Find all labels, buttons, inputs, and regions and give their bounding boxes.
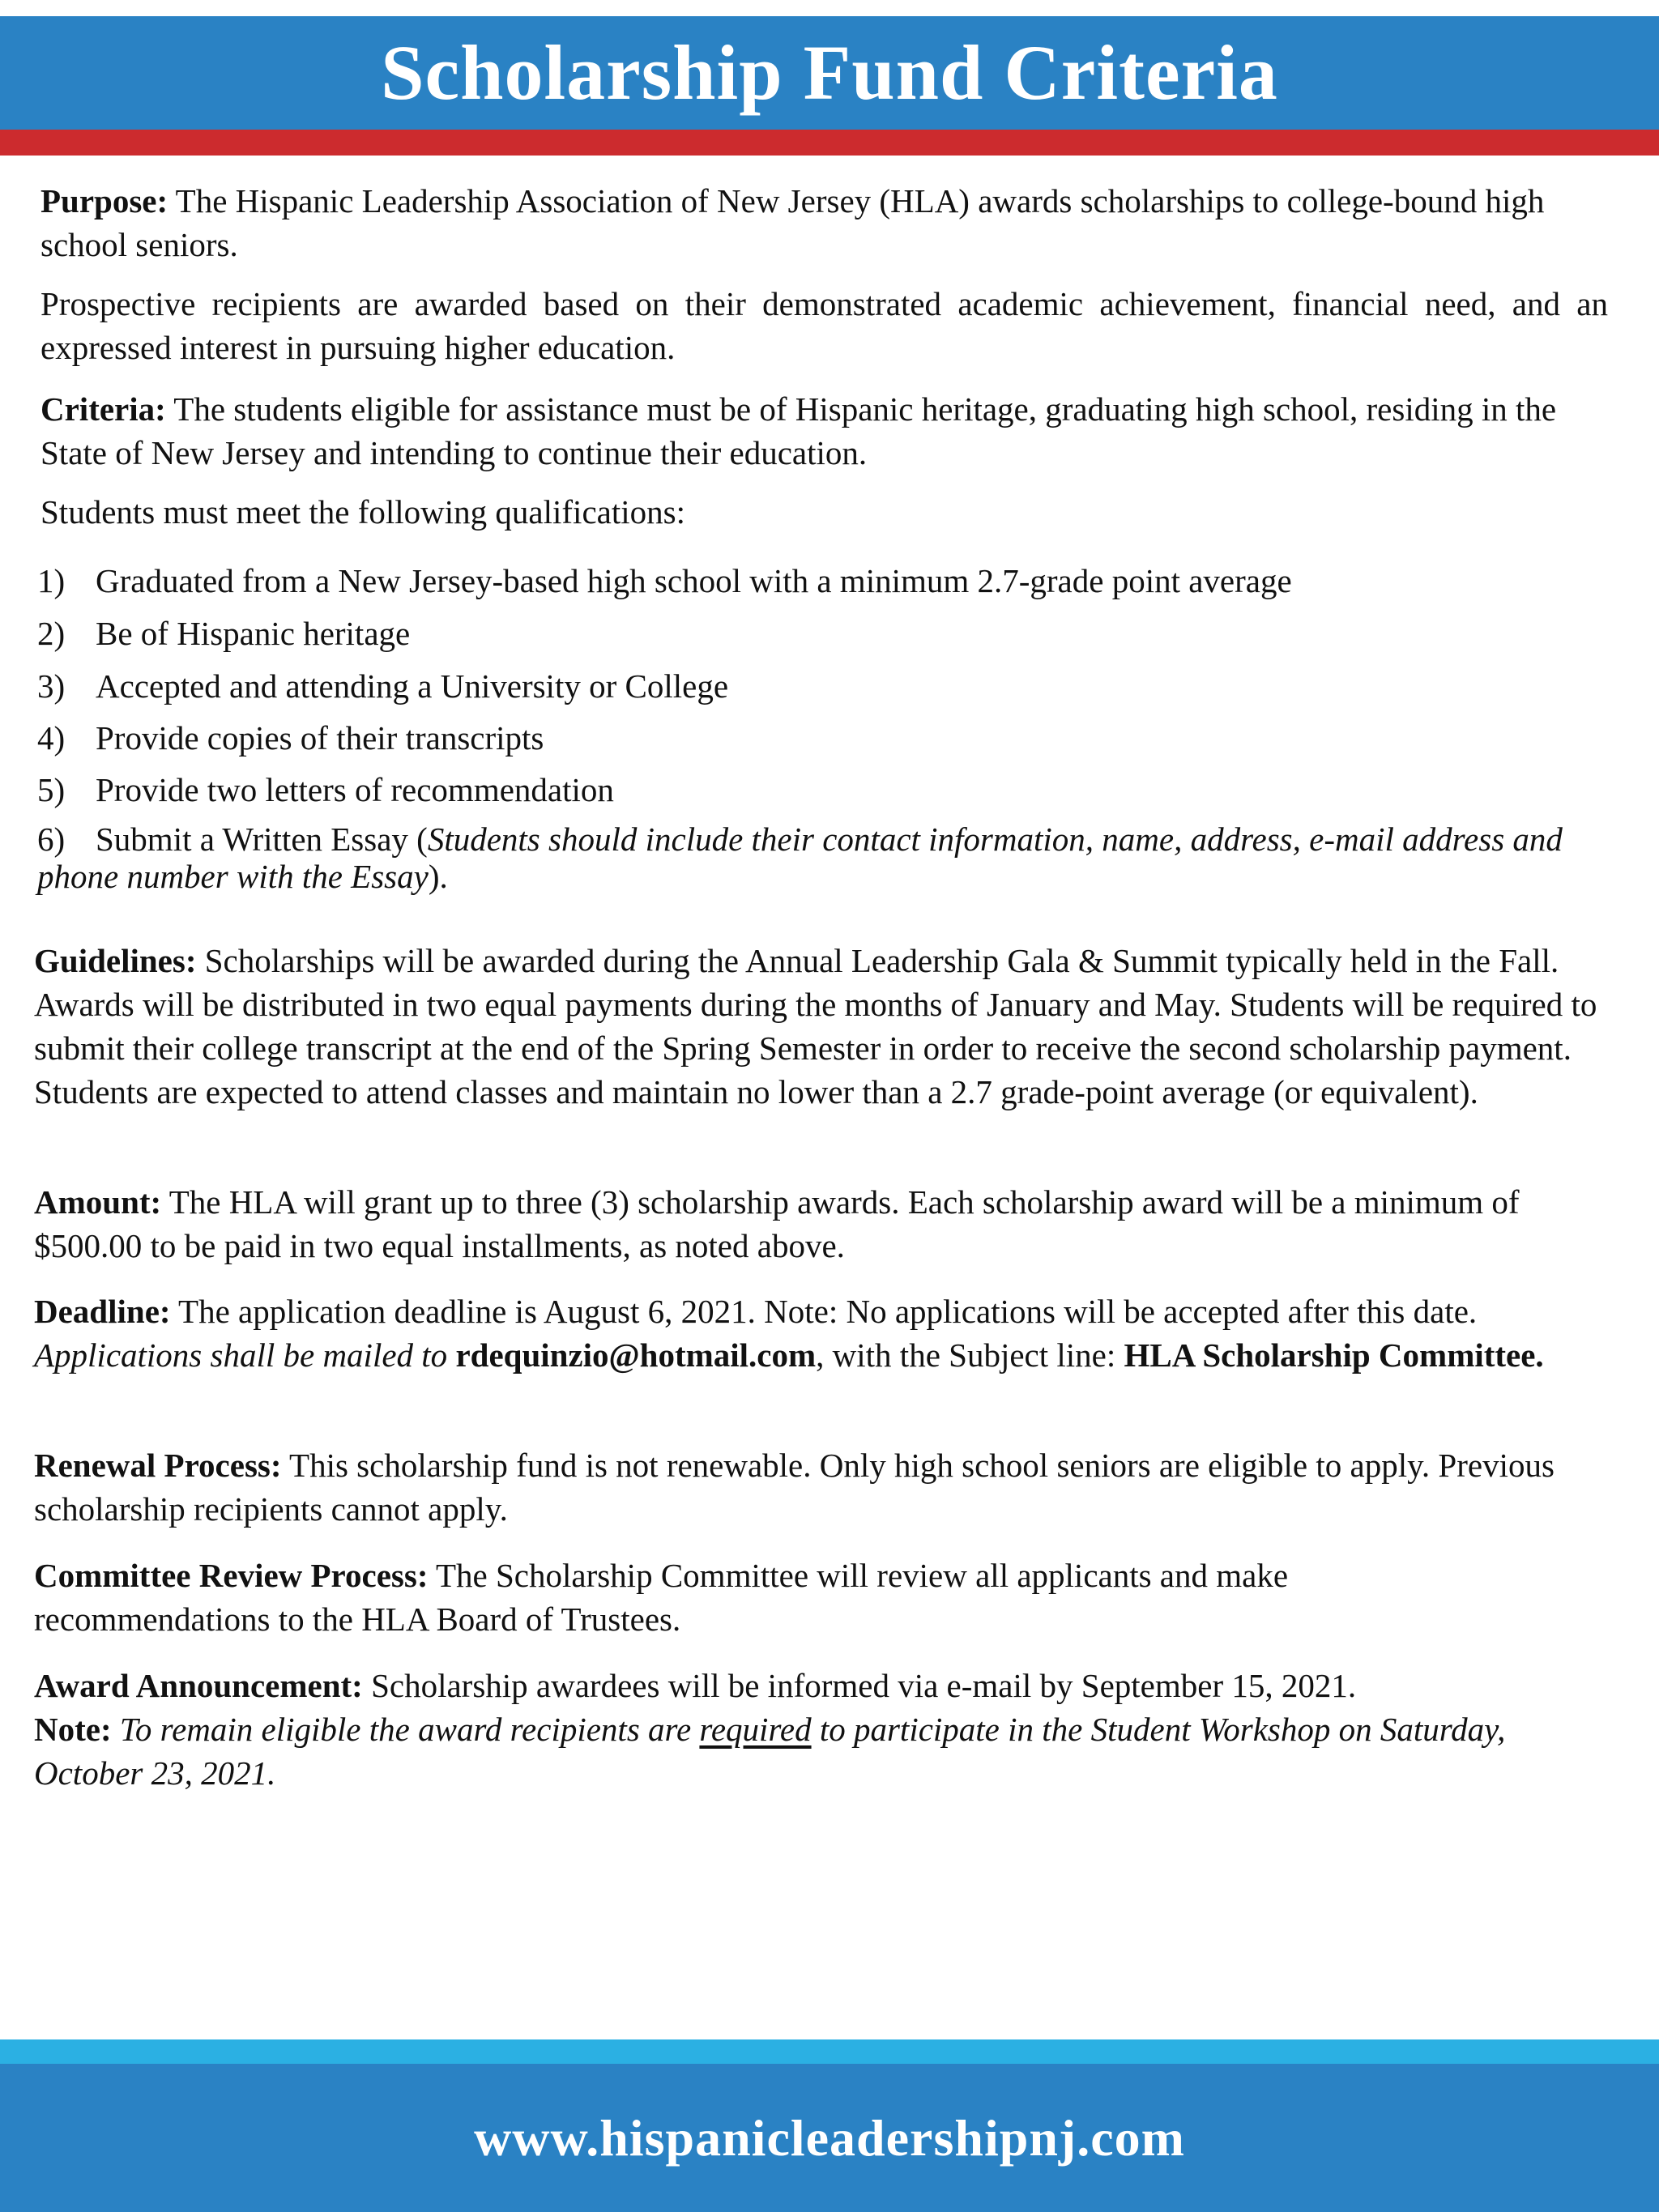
criteria-text: The students eligible for assistance must be of Hispanic heritage, graduating high school, residing in the State of New Jersey and intending to continue their education. (41, 390, 1557, 471)
purpose-paragraph (41, 179, 1580, 266)
subject-line: HLA Scholarship Committee. (1124, 1336, 1544, 1374)
guidelines-paragraph (34, 939, 1597, 1114)
footer-light-stripe (0, 2039, 1659, 2064)
renewal-label: Renewal Process: (34, 1447, 282, 1484)
committee-paragraph (34, 1554, 1508, 1641)
criteria-paragraph (41, 387, 1580, 475)
list-item: 5) Provide two letters of recommendation (37, 771, 614, 808)
list-item: 4) Provide copies of their transcripts (37, 719, 544, 757)
prospective-paragraph: Prospective recipients are awarded based on their demonstrated academic achievement, financial need, and an expressed interest in pursuing higher education. (41, 285, 1608, 366)
header-red-stripe (0, 130, 1659, 156)
committee-text: The Scholarship Committee will review all applicants and make recommendations to the HLA Board of Trustees. (34, 1557, 1289, 1638)
deadline-paragraph: Deadline: The application deadline is August 6, 2021. Note: No applications will be accepted after this date. Applications shall be mailed to rdequinzio@hotmail.com, with the Subject line: HLA Scholarship Committee. (34, 1293, 1544, 1374)
purpose-label: Purpose: (41, 182, 168, 219)
award-paragraph: Award Announcement: Scholarship awardees will be informed via e-mail by September 15, 2021. Note: To remain eligible the award recipients are required to participate in the Student Workshop on Saturday, October 23, 2021. (34, 1667, 1506, 1792)
renewal-paragraph (34, 1443, 1614, 1531)
footer-banner (0, 2064, 1659, 2212)
criteria-label: Criteria: (41, 390, 166, 428)
renewal-text: This scholarship fund is not renewable. Only high school seniors are eligible to apply. Previous scholarship recipients cannot apply. (34, 1447, 1555, 1528)
top-margin (0, 0, 1659, 16)
list-item-essay: 6) Submit a Written Essay (Students should include their contact information, name, address, e-mail address and phone number with the Essay). (37, 820, 1563, 895)
committee-label: Committee Review Process: (34, 1557, 429, 1594)
purpose-text: The Hispanic Leadership Association of New Jersey (HLA) awards scholarships to college-bound high school seniors. (41, 182, 1545, 263)
qualifications-intro: Students must meet the following qualifications: (41, 493, 685, 531)
amount-paragraph (34, 1180, 1573, 1268)
page-title: Scholarship Fund Criteria (381, 29, 1278, 116)
amount-label: Amount: (34, 1183, 162, 1221)
deadline-label: Deadline: (34, 1293, 171, 1330)
list-item: 3) Accepted and attending a University or College (37, 667, 729, 705)
note-label: Note: (34, 1711, 112, 1748)
guidelines-text: Scholarships will be awarded during the Annual Leadership Gala & Summit typically held in the Fall. Awards will be distributed in two equal payments during the months of January and May. Students will be required to submit their college transcript at the end of the Spring Semester in order to receive the second scholarship payment. Students are expected to attend classes and maintain no lower than a 2.7 grade-point average (or equivalent). (34, 942, 1597, 1110)
list-item: 2) Be of Hispanic heritage (37, 615, 411, 652)
guidelines-label: Guidelines: (34, 942, 197, 979)
email-address: rdequinzio@hotmail.com (455, 1336, 817, 1374)
list-item: 1) Graduated from a New Jersey-based high school with a minimum 2.7-grade point average (37, 562, 1292, 599)
award-text: Scholarship awardees will be informed via e-mail by September 15, 2021. (362, 1667, 1357, 1704)
website-url: www.hispanicleadershipnj.com (474, 2108, 1185, 2167)
amount-text: The HLA will grant up to three (3) scholarship awards. Each scholarship award will be a minimum of $500.00 to be paid in two equal installments, as noted above. (34, 1183, 1520, 1264)
award-label: Award Announcement: (34, 1667, 363, 1704)
header-banner (0, 16, 1659, 130)
required-underlined: required (699, 1711, 812, 1748)
